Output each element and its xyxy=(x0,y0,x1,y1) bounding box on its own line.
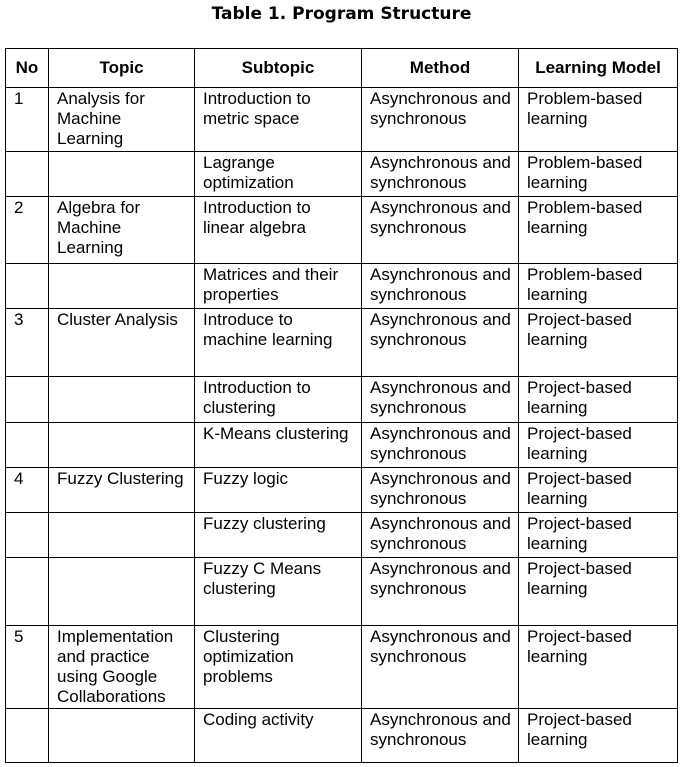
cell-subtopic: Lagrange optimization xyxy=(195,152,362,197)
header-learning-model: Learning Model xyxy=(519,49,678,88)
header-no: No xyxy=(6,49,49,88)
cell-method: Asynchronous and synchronous xyxy=(362,468,519,513)
table-row xyxy=(6,626,678,709)
table-row xyxy=(6,468,678,513)
table-row xyxy=(6,513,678,558)
cell-topic: Cluster Analysis xyxy=(49,309,195,377)
cell-no xyxy=(6,513,49,558)
cell-subtopic: Introduction to clustering xyxy=(195,377,362,423)
table-row xyxy=(6,423,678,468)
program-structure-table xyxy=(5,48,678,763)
cell-subtopic: K-Means clustering xyxy=(195,423,362,468)
cell-learning-model: Project-based learning xyxy=(519,423,678,468)
cell-subtopic: Introduce to machine learning xyxy=(195,309,362,377)
cell-method: Asynchronous and synchronous xyxy=(362,197,519,264)
cell-learning-model: Project-based learning xyxy=(519,626,678,709)
cell-method: Asynchronous and synchronous xyxy=(362,626,519,709)
cell-learning-model: Problem-based learning xyxy=(519,152,678,197)
cell-no xyxy=(6,709,49,763)
cell-method: Asynchronous and synchronous xyxy=(362,423,519,468)
cell-method: Asynchronous and synchronous xyxy=(362,152,519,197)
cell-subtopic: Fuzzy C Means clustering xyxy=(195,558,362,626)
cell-subtopic: Fuzzy logic xyxy=(195,468,362,513)
cell-learning-model: Project-based learning xyxy=(519,377,678,423)
cell-learning-model: Problem-based learning xyxy=(519,88,678,152)
cell-topic xyxy=(49,152,195,197)
table-row xyxy=(6,264,678,309)
header-subtopic: Subtopic xyxy=(195,49,362,88)
cell-method: Asynchronous and synchronous xyxy=(362,377,519,423)
cell-learning-model: Project-based learning xyxy=(519,468,678,513)
cell-learning-model: Project-based learning xyxy=(519,709,678,763)
cell-no: 1 xyxy=(6,88,49,152)
cell-topic xyxy=(49,264,195,309)
cell-topic: Fuzzy Clustering xyxy=(49,468,195,513)
cell-learning-model: Project-based learning xyxy=(519,513,678,558)
cell-learning-model: Problem-based learning xyxy=(519,197,678,264)
cell-method: Asynchronous and synchronous xyxy=(362,558,519,626)
cell-topic xyxy=(49,377,195,423)
cell-topic xyxy=(49,513,195,558)
table-row xyxy=(6,309,678,377)
cell-topic: Analysis for Machine Learning xyxy=(49,88,195,152)
cell-method: Asynchronous and synchronous xyxy=(362,709,519,763)
cell-subtopic: Fuzzy clustering xyxy=(195,513,362,558)
table-caption: Table 1. Program Structure xyxy=(211,4,472,24)
cell-no: 3 xyxy=(6,309,49,377)
cell-topic: Implementation and practice using Google Collaborations xyxy=(49,626,195,709)
header-topic: Topic xyxy=(49,49,195,88)
cell-subtopic: Introduction to metric space xyxy=(195,88,362,152)
cell-subtopic: Matrices and their properties xyxy=(195,264,362,309)
cell-subtopic: Introduction to linear algebra xyxy=(195,197,362,264)
cell-no: 2 xyxy=(6,197,49,264)
cell-learning-model: Project-based learning xyxy=(519,309,678,377)
cell-no: 5 xyxy=(6,626,49,709)
table-row xyxy=(6,197,678,264)
table-row xyxy=(6,377,678,423)
cell-topic xyxy=(49,423,195,468)
header-row xyxy=(6,49,678,88)
table-row xyxy=(6,709,678,763)
cell-no xyxy=(6,152,49,197)
table-row xyxy=(6,88,678,152)
cell-topic: Algebra for Machine Learning xyxy=(49,197,195,264)
table-row xyxy=(6,558,678,626)
cell-method: Asynchronous and synchronous xyxy=(362,264,519,309)
cell-subtopic: Coding activity xyxy=(195,709,362,763)
header-method: Method xyxy=(362,49,519,88)
table-row xyxy=(6,152,678,197)
cell-learning-model: Project-based learning xyxy=(519,558,678,626)
cell-learning-model: Problem-based learning xyxy=(519,264,678,309)
cell-subtopic: Clustering optimization problems xyxy=(195,626,362,709)
cell-no xyxy=(6,423,49,468)
cell-method: Asynchronous and synchronous xyxy=(362,88,519,152)
cell-no: 4 xyxy=(6,468,49,513)
cell-method: Asynchronous and synchronous xyxy=(362,309,519,377)
cell-no xyxy=(6,558,49,626)
cell-no xyxy=(6,377,49,423)
cell-method: Asynchronous and synchronous xyxy=(362,513,519,558)
cell-no xyxy=(6,264,49,309)
cell-topic xyxy=(49,558,195,626)
cell-topic xyxy=(49,709,195,763)
